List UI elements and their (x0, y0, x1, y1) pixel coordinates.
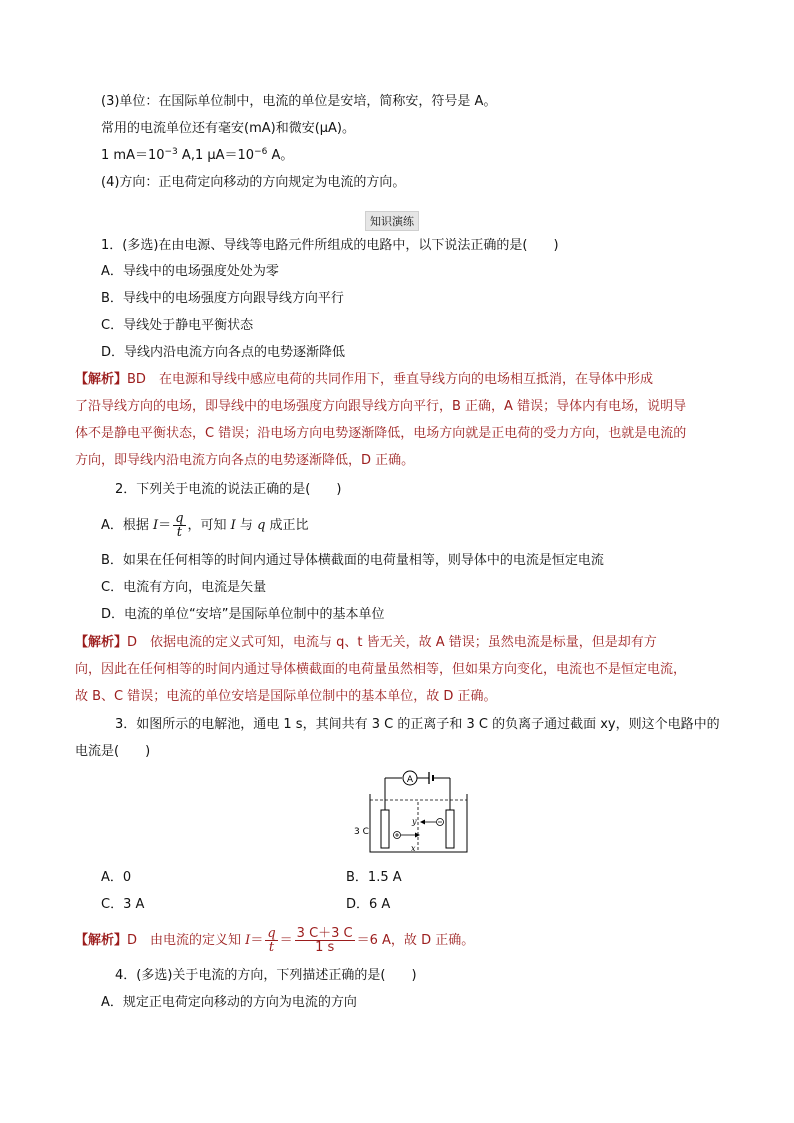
left-electrode (381, 810, 389, 848)
q1-option-d: D．导线内沿电流方向各点的电势逐渐降低 (101, 345, 346, 360)
y-label: y (412, 817, 417, 826)
q1-analysis-line-1: 【解析】BD 在电源和导线中感应电荷的共同作用下，垂直导线方向的电场相互抵消，在导体中形成 (75, 372, 653, 387)
ammeter-label: A (406, 775, 414, 785)
q3-option-b: B．1.5 A (346, 870, 402, 885)
q3-option-c: C．3 A (101, 897, 145, 912)
analysis-tag: 【解析】 (75, 635, 128, 650)
fraction: $\frac{q}{t}$ (175, 511, 184, 540)
electrolytic-cell-figure (345, 766, 480, 856)
q1-analysis-line-2: 了沿导线方向的电场，即导线中的电场强度方向跟导线方向平行，B 正确，A 错误；导体内有电场，说明导 (75, 399, 687, 414)
x-label: x (411, 844, 416, 853)
q2-analysis-line-3: 故 B、C 错误；电流的单位安培是国际单位制中的基本单位，故 D 正确。 (75, 689, 497, 704)
q2-option-a: A．根据 I＝ $\frac{q}{t}$ ，可知 I 与 q 成正比 (101, 511, 309, 540)
q2-option-c: C．电流有方向，电流是矢量 (101, 580, 267, 595)
q2-stem: 2．下列关于电流的说法正确的是( ) (115, 482, 342, 497)
q1-analysis-line-4: 方向，即导线内沿电流方向各点的电势逐渐降低，D 正确。 (75, 453, 415, 468)
q2-analysis-line-1: 【解析】D 依据电流的定义式可知，电流与 q、t 皆无关，故 A 错误；虽然电流是标量，但是却有方 (75, 635, 657, 650)
analysis-tag: 【解析】 (75, 933, 128, 948)
direction-definition: (4)方向：正电荷定向移动的方向规定为电流的方向。 (101, 175, 406, 190)
q2-analysis-line-2: 向，因此在任何相等的时间内通过导体横截面的电荷量虽然相等，但如果方向变化，电流也不是恒定电流， (75, 662, 687, 677)
section-title: 知识演练 (365, 211, 419, 231)
common-units: 常用的电流单位还有毫安(mA)和微安(μA)。 (101, 121, 356, 136)
q1-stem: 1．(多选)在由电源、导线等电路元件所组成的电路中，以下说法正确的是( ) (101, 238, 559, 253)
unit-definition: (3)单位：在国际单位制中，电流的单位是安培，简称安，符号是 A。 (101, 94, 497, 109)
q4-option-a: A．规定正电荷定向移动的方向为电流的方向 (101, 995, 357, 1010)
q2-option-b: B．如果在任何相等的时间内通过导体横截面的电荷量相等，则导体中的电流是恒定电流 (101, 553, 604, 568)
q3-stem-line-1: 3．如图所示的电解池，通电 1 s，其间共有 3 C 的正离子和 3 C 的负离子通过截面 xy，则这个电路中的 (115, 717, 720, 732)
analysis-tag: 【解析】 (75, 372, 128, 387)
q3-analysis: 【解析】D 由电流的定义知 I＝ $\frac{q}{t}$ ＝ $\frac{3 C+3 C}{1 s}$ ＝6 A，故 D 正确。 (75, 926, 475, 955)
q3-option-d: D．6 A (346, 897, 391, 912)
unit-conversion: 1 $mA=10^{-3}$ A,1 $\mu A=10^{-6}$ A。 (101, 147, 294, 163)
q1-option-b: B．导线中的电场强度方向跟导线方向平行 (101, 291, 344, 306)
q4-stem: 4．(多选)关于电流的方向，下列描述正确的是( ) (115, 968, 417, 983)
q2-option-d: D．电流的单位“安培”是国际单位制中的基本单位 (101, 607, 385, 622)
q3-stem-line-2: 电流是( ) (75, 744, 151, 759)
q1-option-a: A．导线中的电场强度处处为零 (101, 264, 279, 279)
q1-analysis-line-3: 体不是静电平衡状态，C 错误；沿电场方向电势逐渐降低，电场方向就是正电荷的受力方向，也就是电流的 (75, 426, 687, 441)
q3-option-a: A．0 (101, 870, 132, 885)
charge-label: 3 C (354, 827, 369, 837)
q1-option-c: C．导线处于静电平衡状态 (101, 318, 254, 333)
right-electrode (446, 810, 454, 848)
